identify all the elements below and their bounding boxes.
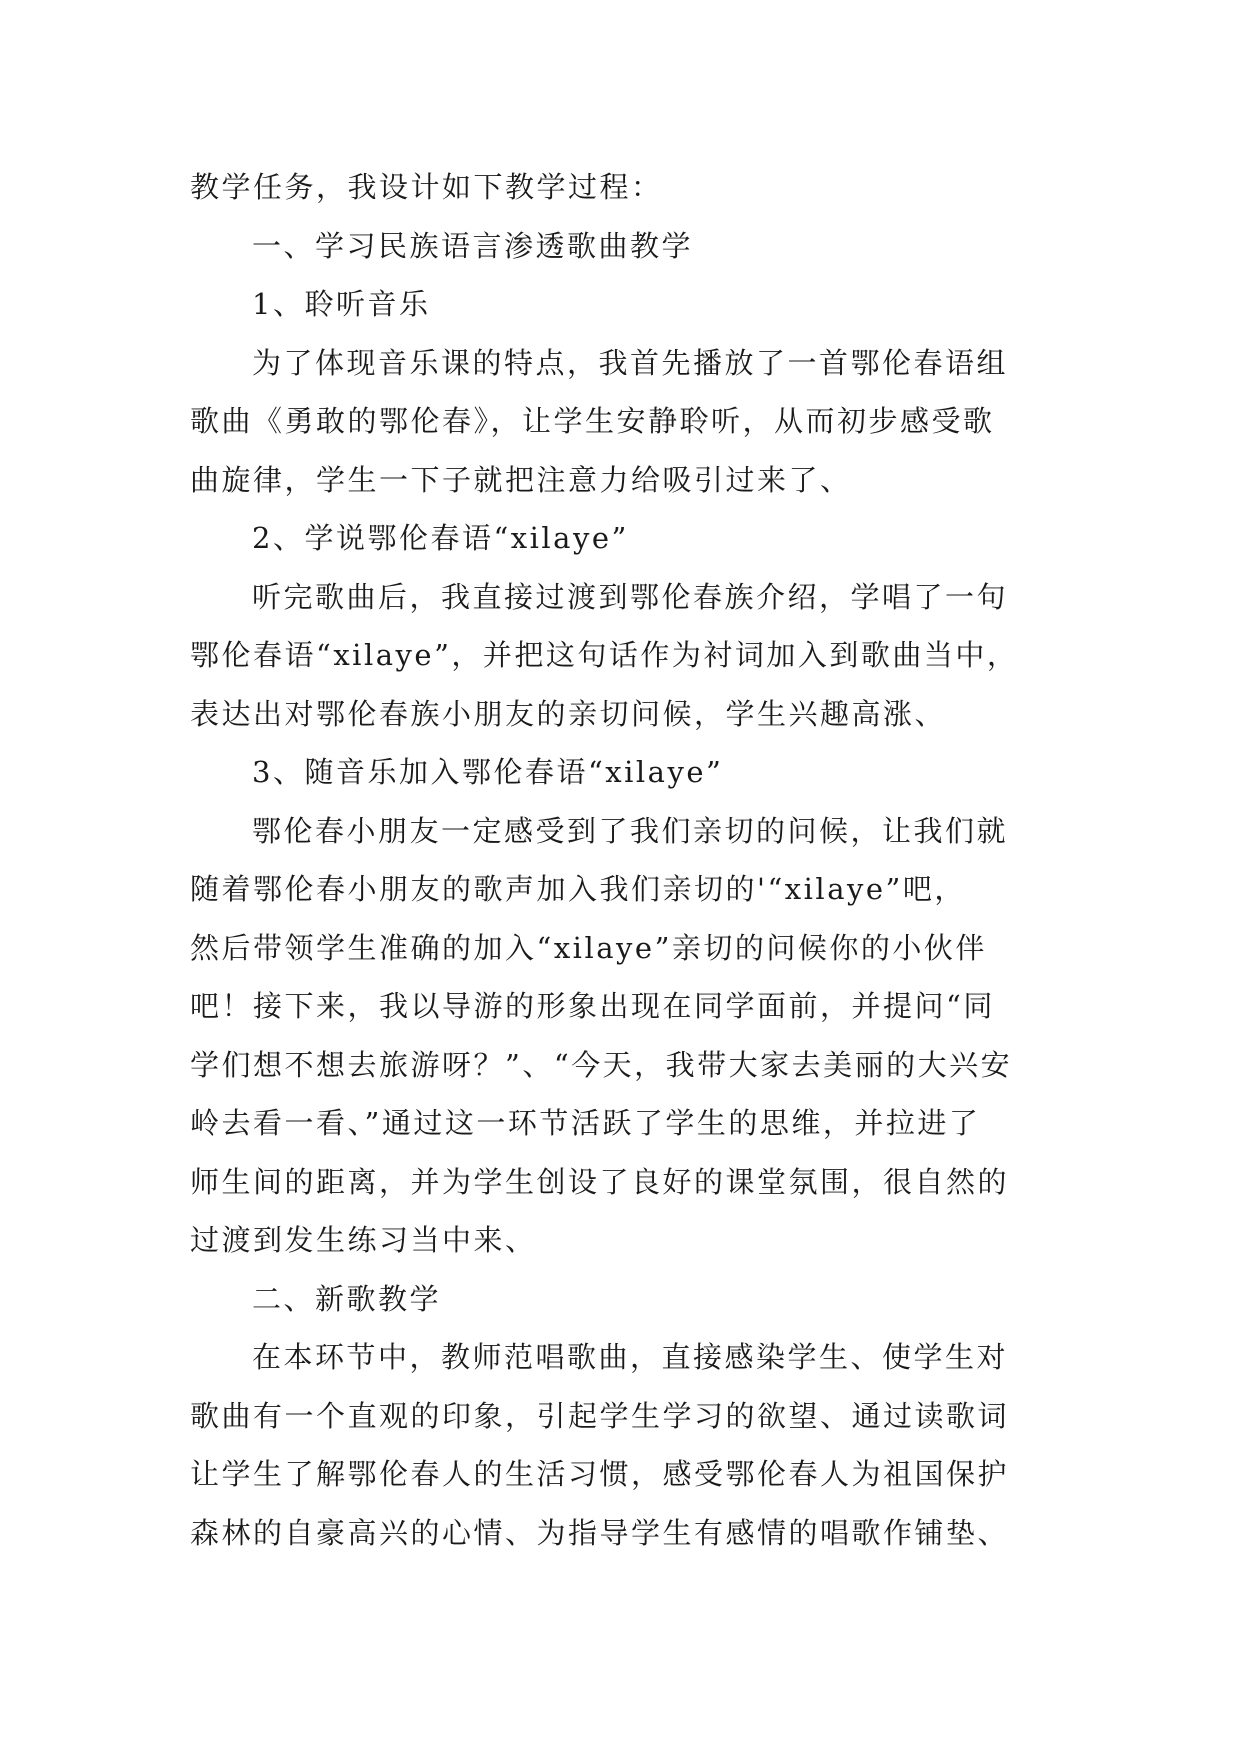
text-line: 鄂伦春小朋友一定感受到了我们亲切的问候，让我们就 (252, 813, 1009, 848)
text-line: 岭去看一看、”通过这一环节活跃了学生的思维，并拉进了 (190, 1106, 981, 1140)
text-line: 在本环节中，教师范唱歌曲，直接感染学生、使学生对 (252, 1340, 1009, 1374)
subsection-heading: 2、学说鄂伦春语“xilaye” (252, 521, 629, 555)
text-line: 森林的自豪高兴的心情、为指导学生有感情的唱歌作铺垫、 (190, 1515, 1010, 1550)
text-line: 表达出对鄂伦春族小朋友的亲切问候，学生兴趣高涨、 (190, 696, 947, 731)
text-line: 师生间的距离，并为学生创设了良好的课堂氛围，很自然的 (190, 1164, 1010, 1199)
section-heading: 二、新歌教学 (252, 1281, 442, 1316)
subsection-heading: 1、聆听音乐 (252, 287, 431, 321)
text-line: 教学任务，我设计如下教学过程： (190, 170, 663, 204)
text-line: 过渡到发生练习当中来、 (190, 1223, 537, 1257)
text-line: 学们想不想去旅游呀？”、“今天，我带大家去美丽的大兴安 (190, 1047, 1013, 1082)
text-line: 让学生了解鄂伦春人的生活习惯，感受鄂伦春人为祖国保护 (190, 1457, 1010, 1491)
text-line: 听完歌曲后，我直接过渡到鄂伦春族介绍，学唱了一句 (252, 579, 1009, 614)
text-line: 为了体现音乐课的特点，我首先播放了一首鄂伦春语组 (252, 345, 1009, 380)
text-line: 歌曲《勇敢的鄂伦春》，让学生安静聆听，从而初步感受歌 (190, 404, 995, 438)
text-line: 随着鄂伦春小朋友的歌声加入我们亲切的'“xilaye”吧， (190, 872, 966, 906)
text-line: 鄂伦春语“xilaye”，并把这句话作为衬词加入到歌曲当中， (190, 638, 1019, 672)
text-line: 曲旋律，学生一下子就把注意力给吸引过来了、 (190, 462, 852, 497)
text-line: 吧！接下来，我以导游的形象出现在同学面前，并提问“同 (190, 989, 995, 1023)
section-heading: 一、学习民族语言渗透歌曲教学 (252, 228, 694, 263)
document-body (190, 158, 1070, 1562)
text-line: 歌曲有一个直观的印象，引起学生学习的欲望、通过读歌词 (190, 1398, 1010, 1433)
text-line: 然后带领学生准确的加入“xilaye”亲切的问候你的小伙伴 (190, 930, 987, 965)
subsection-heading: 3、随音乐加入鄂伦春语“xilaye” (252, 755, 724, 789)
